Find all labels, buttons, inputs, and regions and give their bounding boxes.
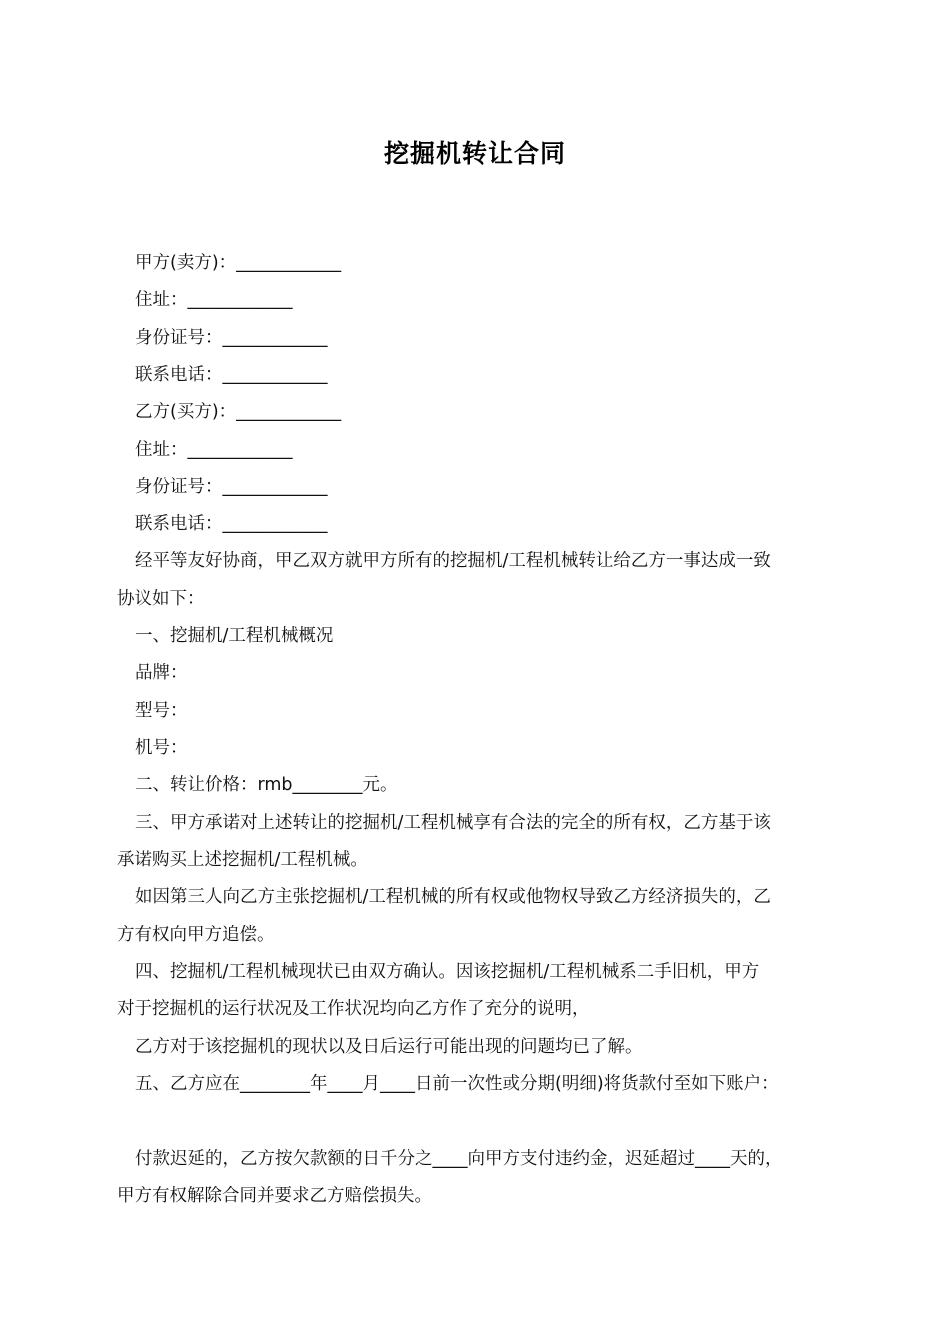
brand-line: 品牌：	[135, 663, 188, 683]
clause-4-line-1: 四、挖掘机/工程机械现状已由双方确认。因该挖掘机/工程机械系二手旧机，甲方	[135, 962, 760, 982]
clause-4-line-3: 乙方对于该挖掘机的现状以及日后运行可能出现的问题均已了解。	[135, 1037, 643, 1057]
party-b-address-line: 住址：____________	[135, 440, 293, 460]
party-a-name-line: 甲方(卖方)：____________	[135, 253, 342, 273]
party-b-name-line: 乙方(买方)：____________	[135, 402, 342, 422]
clause-2-price: 二、转让价格：rmb________元。	[135, 775, 398, 795]
clause-4-line-2: 对于挖掘机的运行状况及工作状况均向乙方作了充分的说明，	[117, 999, 590, 1019]
late-payment-line-2: 甲方有权解除合同并要求乙方赔偿损失。	[117, 1186, 432, 1206]
clause-5-line: 五、乙方应在________年____月____日前一次性或分期(明细)将货款付至如下账户：	[135, 1074, 779, 1094]
party-b-id-line: 身份证号：____________	[135, 477, 328, 497]
preamble-line-2: 协议如下：	[117, 589, 205, 609]
party-a-address-line: 住址：____________	[135, 290, 293, 310]
machine-number-line: 机号：	[135, 738, 188, 758]
clause-3-line-2: 承诺购买上述挖掘机/工程机械。	[117, 850, 368, 870]
model-line: 型号：	[135, 701, 188, 721]
party-a-id-line: 身份证号：____________	[135, 328, 328, 348]
party-a-phone-line: 联系电话：____________	[135, 365, 328, 385]
clause-3-line-1: 三、甲方承诺对上述转让的挖掘机/工程机械享有合法的完全的所有权，乙方基于该	[135, 813, 771, 833]
third-party-line-1: 如因第三人向乙方主张挖掘机/工程机械的所有权或他物权导致乙方经济损失的，乙	[135, 887, 771, 907]
clause-1-heading: 一、挖掘机/工程机械概况	[135, 626, 334, 646]
document-title: 挖掘机转让合同	[383, 139, 566, 168]
third-party-line-2: 方有权向甲方追偿。	[117, 925, 275, 945]
party-b-phone-line: 联系电话：____________	[135, 514, 328, 534]
late-payment-line-1: 付款迟延的，乙方按欠款额的日千分之____向甲方支付违约金，迟延超过____天的，	[135, 1149, 783, 1169]
preamble-line-1: 经平等友好协商，甲乙双方就甲方所有的挖掘机/工程机械转让给乙方一事达成一致	[135, 551, 771, 571]
